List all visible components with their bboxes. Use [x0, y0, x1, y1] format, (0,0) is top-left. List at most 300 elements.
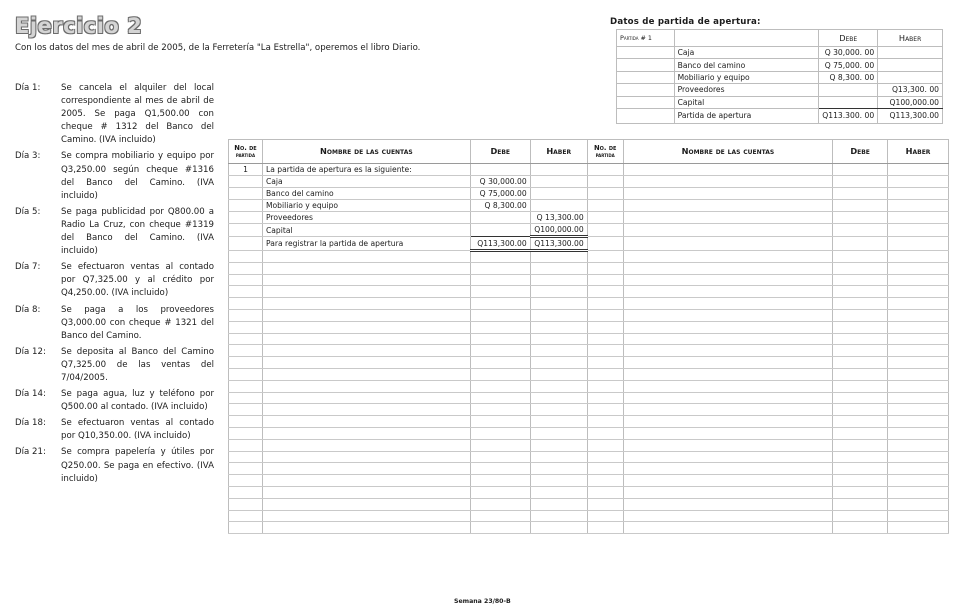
empty-cell [623, 357, 833, 369]
empty-cell [833, 298, 888, 310]
opening-row [617, 108, 943, 123]
empty-cell [262, 463, 470, 475]
opening-account: Partida de apertura [674, 108, 819, 123]
opening-debe: Q 75,000. 00 [819, 59, 878, 71]
empty-cell [888, 237, 949, 251]
empty-cell [587, 298, 623, 310]
empty-cell [262, 522, 470, 534]
empty-cell [262, 427, 470, 439]
debe-amount: Q 75,000.00 [470, 188, 530, 200]
empty-cell [833, 451, 888, 463]
opening-account: Mobiliario y equipo [674, 71, 819, 83]
empty-cell [530, 286, 587, 298]
empty-cell [470, 416, 530, 428]
empty-cell [262, 345, 470, 357]
haber-amount [530, 200, 587, 212]
table-row [229, 224, 949, 237]
empty-cell [229, 368, 263, 380]
empty-cell [888, 475, 949, 487]
empty-cell [833, 439, 888, 451]
empty-cell [888, 522, 949, 534]
empty-cell [888, 251, 949, 263]
empty-cell [623, 333, 833, 345]
exercise-text: Se deposita al Banco del Camino Q7,325.00 de las ventas del 7/04/2005. [61, 346, 214, 383]
opening-table [616, 29, 943, 124]
table-row [229, 522, 949, 534]
debe-amount: Q113,300.00 [470, 237, 530, 251]
empty-cell [888, 298, 949, 310]
empty-cell [587, 357, 623, 369]
opening-haber: Q100,000.00 [878, 96, 943, 108]
empty-cell [587, 368, 623, 380]
empty-cell [623, 200, 833, 212]
empty-cell [587, 475, 623, 487]
empty-cell [530, 380, 587, 392]
table-row [229, 200, 949, 212]
empty-cell [262, 274, 470, 286]
partida-number [229, 188, 263, 200]
empty-cell [229, 475, 263, 487]
empty-cell [530, 416, 587, 428]
empty-cell [833, 224, 888, 237]
opening-debe: Q 30,000. 00 [819, 47, 878, 59]
empty-cell [833, 237, 888, 251]
table-row [229, 237, 949, 251]
table-row [229, 463, 949, 475]
table-row [229, 439, 949, 451]
empty-cell [623, 486, 833, 498]
empty-cell [229, 309, 263, 321]
haber-header-right: Haber [888, 140, 949, 164]
empty-cell [587, 380, 623, 392]
account-name: Capital [262, 224, 470, 237]
empty-cell [623, 164, 833, 176]
opening-account: Banco del camino [674, 59, 819, 71]
table-row [229, 498, 949, 510]
exercise-text: Se cancela el alquiler del local correspondiente al mes de abril de 2005. Se paga Q1,500.00 con cheque # 1312 del Banco del Camino. (IVA incluido) [61, 83, 214, 146]
empty-cell [229, 321, 263, 333]
haber-amount [530, 176, 587, 188]
empty-cell [888, 392, 949, 404]
empty-cell [587, 392, 623, 404]
partida-number [229, 212, 263, 224]
empty-cell [888, 188, 949, 200]
empty-cell [587, 522, 623, 534]
haber-amount: Q 13,300.00 [530, 212, 587, 224]
table-row [229, 475, 949, 487]
empty-cell [470, 439, 530, 451]
empty-cell [888, 510, 949, 522]
empty-cell [833, 274, 888, 286]
opening-blank-cell [617, 108, 675, 123]
empty-cell [623, 176, 833, 188]
empty-cell [530, 498, 587, 510]
exercise-item [15, 417, 214, 443]
empty-cell [470, 498, 530, 510]
empty-cell [262, 251, 470, 263]
empty-cell [530, 274, 587, 286]
table-row [229, 212, 949, 224]
debe-header-left: Debe [470, 140, 530, 164]
empty-cell [530, 357, 587, 369]
empty-cell [262, 498, 470, 510]
opening-haber: Q13,300. 00 [878, 84, 943, 96]
footer-code: Semana 23/80-B [454, 598, 511, 605]
opening-debe [819, 84, 878, 96]
empty-cell [530, 522, 587, 534]
empty-cell [888, 486, 949, 498]
empty-cell [587, 321, 623, 333]
empty-cell [530, 345, 587, 357]
opening-debe [819, 96, 878, 108]
empty-cell [888, 224, 949, 237]
table-row [229, 345, 949, 357]
empty-cell [262, 451, 470, 463]
empty-cell [623, 212, 833, 224]
empty-cell [229, 439, 263, 451]
empty-cell [888, 439, 949, 451]
opening-haber [878, 47, 943, 59]
account-name: Mobiliario y equipo [262, 200, 470, 212]
empty-cell [587, 486, 623, 498]
exercise-item [15, 446, 214, 485]
table-row [229, 486, 949, 498]
empty-cell [623, 251, 833, 263]
empty-cell [470, 486, 530, 498]
partida-number [229, 224, 263, 237]
debe-amount [470, 212, 530, 224]
empty-cell [229, 392, 263, 404]
journal-table [228, 139, 949, 534]
empty-cell [470, 522, 530, 534]
empty-cell [888, 463, 949, 475]
opening-row [617, 84, 943, 96]
exercise-day: Día 12: [15, 346, 46, 357]
empty-cell [262, 439, 470, 451]
haber-amount: Q113,300.00 [530, 237, 587, 251]
table-row [229, 392, 949, 404]
empty-cell [530, 439, 587, 451]
table-row [229, 251, 949, 263]
empty-cell [587, 451, 623, 463]
empty-cell [587, 251, 623, 263]
empty-cell [888, 333, 949, 345]
empty-cell [833, 188, 888, 200]
empty-cell [262, 392, 470, 404]
empty-cell [833, 251, 888, 263]
opening-account: Caja [674, 47, 819, 59]
account-name: La partida de apertura es la siguiente: [262, 164, 470, 176]
opening-blank-cell [617, 71, 675, 83]
empty-cell [833, 309, 888, 321]
empty-cell [530, 404, 587, 416]
intro-text: Con los datos del mes de abril de 2005, de la Ferretería "La Estrella", operemos el libro Diario. [15, 43, 421, 53]
exercise-text: Se compra papelería y útiles por Q250.00. Se paga en efectivo. (IVA incluido) [61, 447, 214, 484]
table-row [229, 510, 949, 522]
opening-debe: Q 8,300. 00 [819, 71, 878, 83]
haber-header-left: Haber [530, 140, 587, 164]
empty-cell [888, 286, 949, 298]
empty-cell [623, 416, 833, 428]
opening-account: Capital [674, 96, 819, 108]
exercise-day: Día 21: [15, 447, 46, 458]
table-row [229, 380, 949, 392]
empty-cell [888, 309, 949, 321]
opening-row [617, 71, 943, 83]
account-name: Para registrar la partida de apertura [262, 237, 470, 251]
empty-cell [262, 357, 470, 369]
empty-cell [623, 286, 833, 298]
empty-cell [530, 463, 587, 475]
empty-cell [888, 200, 949, 212]
empty-cell [229, 486, 263, 498]
empty-cell [833, 463, 888, 475]
empty-cell [470, 510, 530, 522]
table-row [229, 164, 949, 176]
opening-haber [878, 71, 943, 83]
empty-cell [833, 522, 888, 534]
empty-cell [262, 333, 470, 345]
empty-cell [229, 274, 263, 286]
empty-cell [470, 368, 530, 380]
opening-blank-cell [617, 84, 675, 96]
account-name: Banco del camino [262, 188, 470, 200]
debe-amount: Q 8,300.00 [470, 200, 530, 212]
opening-haber-header: Haber [878, 30, 943, 47]
empty-cell [623, 262, 833, 274]
empty-cell [587, 333, 623, 345]
empty-cell [262, 298, 470, 310]
account-name: Proveedores [262, 212, 470, 224]
empty-cell [587, 404, 623, 416]
opening-blank-cell [617, 96, 675, 108]
empty-cell [229, 416, 263, 428]
empty-cell [229, 298, 263, 310]
empty-cell [833, 262, 888, 274]
opening-blank-header [674, 30, 819, 47]
empty-cell [262, 475, 470, 487]
empty-cell [470, 274, 530, 286]
empty-cell [833, 176, 888, 188]
empty-cell [530, 392, 587, 404]
opening-account: Proveedores [674, 84, 819, 96]
empty-cell [470, 380, 530, 392]
exercise-item [15, 150, 214, 202]
empty-cell [833, 510, 888, 522]
empty-cell [470, 451, 530, 463]
exercise-day: Día 18: [15, 418, 46, 429]
empty-cell [833, 321, 888, 333]
empty-cell [888, 451, 949, 463]
partida-number [229, 176, 263, 188]
empty-cell [833, 404, 888, 416]
table-row [229, 404, 949, 416]
table-row [229, 309, 949, 321]
empty-cell [229, 286, 263, 298]
exercise-item [15, 82, 214, 147]
empty-cell [587, 463, 623, 475]
empty-cell [888, 212, 949, 224]
empty-cell [530, 486, 587, 498]
empty-cell [888, 498, 949, 510]
opening-row [617, 59, 943, 71]
exercise-text: Se efectuaron ventas al contado por Q7,325.00 y al crédito por Q4,250.00. (IVA incluido) [61, 262, 214, 299]
empty-cell [833, 498, 888, 510]
empty-cell [888, 164, 949, 176]
table-row [229, 298, 949, 310]
exercise-list [15, 82, 214, 489]
debe-amount [470, 164, 530, 176]
empty-cell [262, 486, 470, 498]
empty-cell [530, 475, 587, 487]
empty-cell [470, 475, 530, 487]
page-title: Ejercicio 2 [15, 14, 143, 38]
empty-cell [229, 345, 263, 357]
partida-number [229, 200, 263, 212]
empty-cell [833, 200, 888, 212]
debe-amount: Q 30,000.00 [470, 176, 530, 188]
empty-cell [470, 427, 530, 439]
empty-cell [833, 286, 888, 298]
debe-amount [470, 224, 530, 237]
empty-cell [262, 309, 470, 321]
empty-cell [623, 368, 833, 380]
empty-cell [587, 262, 623, 274]
table-row [229, 357, 949, 369]
empty-cell [530, 262, 587, 274]
empty-cell [470, 333, 530, 345]
empty-cell [587, 498, 623, 510]
empty-cell [888, 368, 949, 380]
empty-cell [470, 392, 530, 404]
table-row [229, 262, 949, 274]
partida-number [229, 237, 263, 251]
empty-cell [833, 212, 888, 224]
opening-debe-header: Debe [819, 30, 878, 47]
empty-cell [833, 475, 888, 487]
empty-cell [229, 333, 263, 345]
empty-cell [587, 164, 623, 176]
empty-cell [470, 298, 530, 310]
empty-cell [587, 510, 623, 522]
table-row [229, 416, 949, 428]
empty-cell [470, 463, 530, 475]
empty-cell [623, 451, 833, 463]
table-row [229, 188, 949, 200]
empty-cell [262, 380, 470, 392]
empty-cell [833, 164, 888, 176]
empty-cell [530, 298, 587, 310]
empty-cell [229, 522, 263, 534]
empty-cell [888, 345, 949, 357]
nombre-header-right: Nombre de las cuentas [623, 140, 833, 164]
empty-cell [888, 416, 949, 428]
opening-haber: Q113,300.00 [878, 108, 943, 123]
empty-cell [587, 200, 623, 212]
exercise-day: Día 1: [15, 83, 41, 93]
empty-cell [587, 176, 623, 188]
empty-cell [888, 380, 949, 392]
empty-cell [470, 357, 530, 369]
empty-cell [262, 510, 470, 522]
empty-cell [623, 309, 833, 321]
table-row [229, 286, 949, 298]
empty-cell [229, 357, 263, 369]
haber-amount [530, 188, 587, 200]
exercise-item [15, 388, 214, 414]
empty-cell [262, 321, 470, 333]
exercise-item [15, 346, 214, 385]
exercise-item [15, 304, 214, 343]
empty-cell [530, 333, 587, 345]
empty-cell [623, 427, 833, 439]
empty-cell [888, 176, 949, 188]
empty-cell [470, 345, 530, 357]
empty-cell [470, 286, 530, 298]
empty-cell [229, 262, 263, 274]
empty-cell [888, 357, 949, 369]
empty-cell [623, 321, 833, 333]
empty-cell [623, 298, 833, 310]
empty-cell [587, 274, 623, 286]
opening-row [617, 96, 943, 108]
opening-blank-cell [617, 47, 675, 59]
empty-cell [623, 498, 833, 510]
empty-cell [229, 463, 263, 475]
exercise-day: Día 8: [15, 304, 41, 315]
empty-cell [229, 251, 263, 263]
table-row [229, 333, 949, 345]
empty-cell [623, 510, 833, 522]
account-name: Caja [262, 176, 470, 188]
empty-cell [470, 404, 530, 416]
empty-cell [530, 251, 587, 263]
empty-cell [587, 224, 623, 237]
empty-cell [623, 224, 833, 237]
empty-cell [833, 486, 888, 498]
empty-cell [833, 368, 888, 380]
no-partida-header-right: No. de partida [587, 140, 623, 164]
exercise-text: Se paga agua, luz y teléfono por Q500.00 al contado. (IVA incluido) [61, 389, 214, 413]
empty-cell [833, 416, 888, 428]
empty-cell [587, 237, 623, 251]
empty-cell [470, 309, 530, 321]
empty-cell [530, 321, 587, 333]
empty-cell [888, 404, 949, 416]
empty-cell [587, 427, 623, 439]
table-row [229, 274, 949, 286]
partida-number: 1 [229, 164, 263, 176]
empty-cell [262, 286, 470, 298]
empty-cell [623, 345, 833, 357]
debe-header-right: Debe [833, 140, 888, 164]
empty-cell [833, 345, 888, 357]
empty-cell [262, 368, 470, 380]
table-row [229, 321, 949, 333]
empty-cell [623, 188, 833, 200]
exercise-item [15, 206, 214, 258]
empty-cell [888, 274, 949, 286]
table-row [229, 176, 949, 188]
exercise-day: Día 3: [15, 151, 41, 162]
empty-cell [470, 321, 530, 333]
empty-cell [587, 439, 623, 451]
empty-cell [623, 439, 833, 451]
exercise-day: Día 14: [15, 389, 46, 400]
empty-cell [470, 262, 530, 274]
haber-amount [530, 164, 587, 176]
empty-cell [623, 463, 833, 475]
